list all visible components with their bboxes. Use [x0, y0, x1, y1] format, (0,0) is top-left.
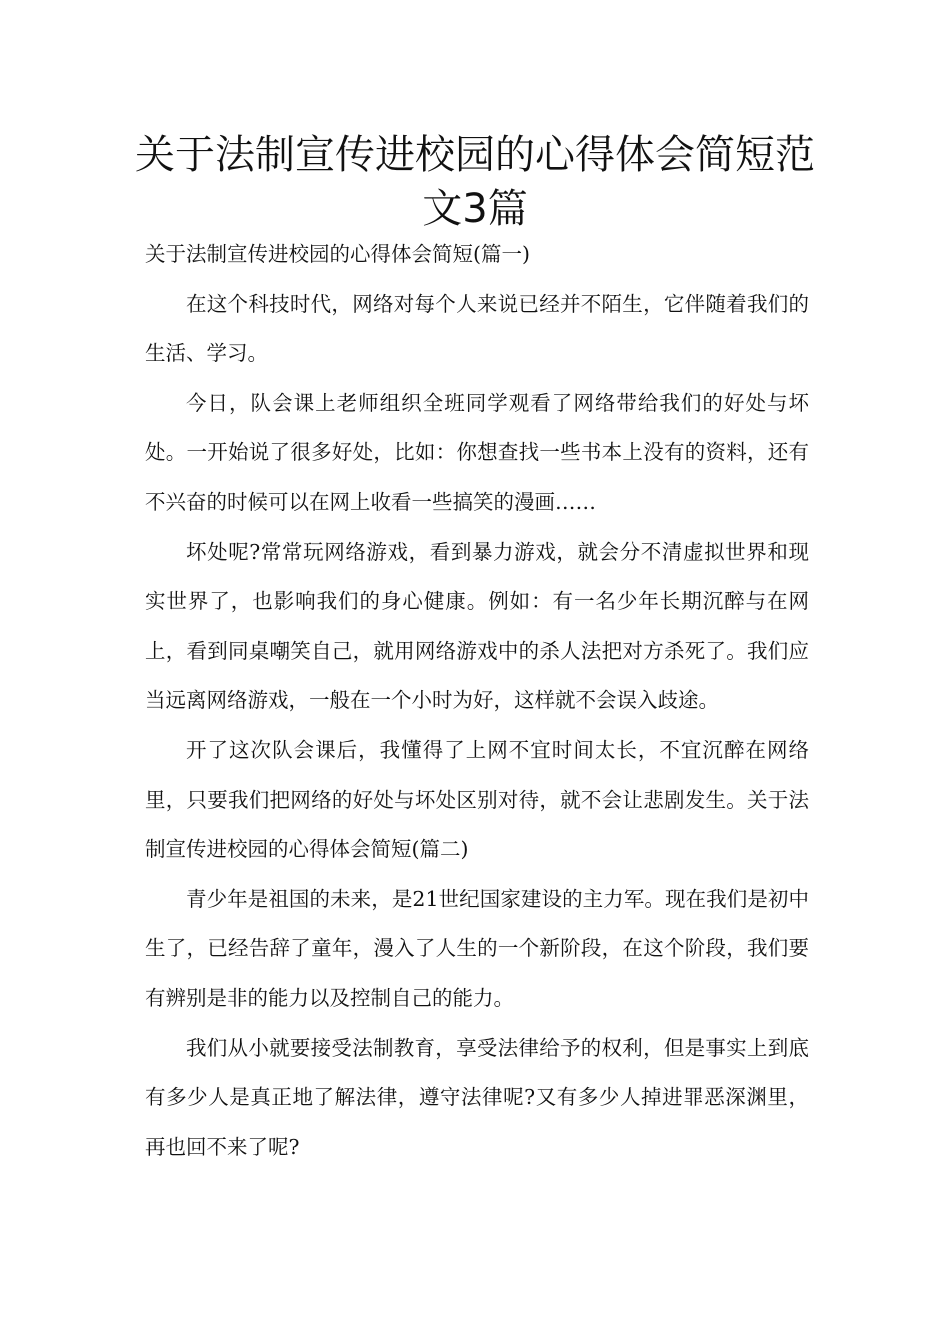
paragraph: 青少年是祖国的未来，是21世纪国家建设的主力军。现在我们是初中生了，已经告辞了童年，漫入了人生的一个新阶段，在这个阶段，我们要有辨别是非的能力以及控制自己的能力。 — [145, 886, 809, 1010]
paragraph: 今日，队会课上老师组织全班同学观看了网络带给我们的好处与坏处。一开始说了很多好处，比如：你想查找一些书本上没有的资料，还有不兴奋的时候可以在网上收看一些搞笑的漫画…… — [145, 390, 809, 514]
section-heading: 关于法制宣传进校园的心得体会简短(篇一) — [145, 242, 530, 266]
paragraph: 我们从小就要接受法制教育，享受法律给予的权利，但是事实上到底有多少人是真正地了解法律，遵守法律呢?又有多少人掉进罪恶深渊里，再也回不来了呢? — [145, 1035, 809, 1159]
document-title: 关于法制宣传进校园的心得体会简短范文3篇 — [135, 132, 815, 232]
paragraph: 在这个科技时代，网络对每个人来说已经并不陌生，它伴随着我们的生活、学习。 — [145, 291, 809, 366]
document-body — [145, 230, 809, 1172]
paragraph: 开了这次队会课后，我懂得了上网不宜时间太长，不宜沉醉在网络里，只要我们把网络的好处与坏处区别对待，就不会让悲剧发生。关于法制宣传进校园的心得体会简短(篇二) — [145, 737, 809, 862]
paragraph: 坏处呢?常常玩网络游戏，看到暴力游戏，就会分不清虚拟世界和现实世界了，也影响我们的身心健康。例如：有一名少年长期沉醉与在网上，看到同桌嘲笑自己，就用网络游戏中的杀人法把对方杀死了。我们应当远离网络游戏，一般在一个小时为好，这样就不会误入歧途。 — [145, 539, 809, 713]
